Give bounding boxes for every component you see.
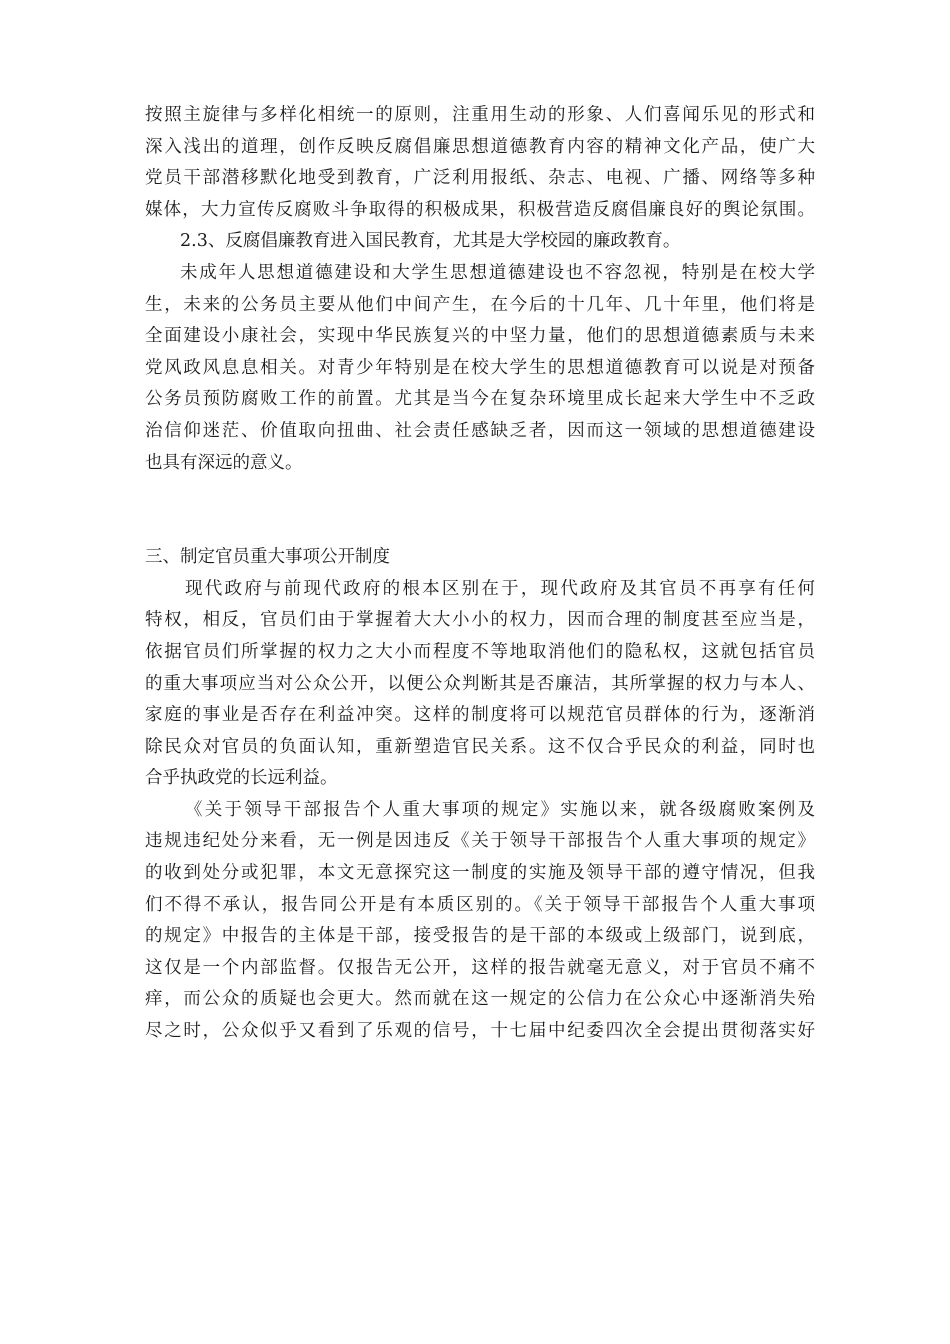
document-page bbox=[145, 100, 815, 1048]
text-line: 按照主旋律与多样化相统一的原则，注重用生动的形象、人们喜闻乐见的形式和 bbox=[145, 105, 815, 125]
text-line: 依据官员们所掌握的权力之大小而程度不等地取消他们的隐私权，这就包括官员 bbox=[145, 641, 815, 662]
paragraph-student-education bbox=[145, 258, 815, 479]
text-line: 违规违纪处分来看，无一例是因违反《关于领导干部报告个人重大事项的规定》 bbox=[145, 831, 815, 852]
text-line: 现代政府与前现代政府的根本区别在于，现代政府及其官员不再享有任何 bbox=[185, 578, 815, 599]
text-line: 全面建设小康社会，实现中华民族复兴的中坚力量，他们的思想道德素质与未来 bbox=[145, 326, 815, 347]
text-line: 未成年人思想道德建设和大学生思想道德建设也不容忽视，特别是在校大学 bbox=[180, 262, 815, 283]
text-line: 尽之时，公众似乎又看到了乐观的信号，十七届中纪委四次全会提出贯彻落实好 bbox=[145, 1021, 815, 1042]
text-line: 治信仰迷茫、价值取向扭曲、社会责任感缺乏者，因而这一领域的思想道德建设 bbox=[145, 420, 815, 441]
paragraph-reporting-regulation bbox=[145, 795, 815, 1048]
subheading-2-3: 2.3、反腐倡廉教育进入国民教育，尤其是大学校园的廉政教育。 bbox=[180, 231, 681, 252]
text-line: 党风政风息息相关。对青少年特别是在校大学生的思想道德教育可以说是对预备 bbox=[145, 357, 815, 378]
text-line: 这仅是一个内部监督。仅报告无公开，这样的报告就毫无意义，对于官员不痛不 bbox=[145, 957, 815, 978]
text-line: 痒，而公众的质疑也会更大。然而就在这一规定的公信力在公众心中逐渐消失殆 bbox=[145, 989, 815, 1010]
text-line: 的规定》中报告的主体是干部，接受报告的是干部的本级或上级部门，说到底， bbox=[145, 926, 815, 947]
text-line: 的收到处分或犯罪，本文无意探究这一制度的实施及领导干部的遵守情况，但我 bbox=[145, 863, 815, 884]
text-line: 深入浅出的道理，创作反映反腐倡廉思想道德教育内容的精神文化产品，使广大 bbox=[145, 136, 815, 157]
paragraph-media-promotion bbox=[145, 100, 815, 226]
section-gap bbox=[145, 479, 815, 542]
text-line: 也具有深远的意义。 bbox=[145, 452, 303, 473]
text-line: 党员干部潜移默化地受到教育，广泛利用报纸、杂志、电视、广播、网络等多种 bbox=[145, 168, 815, 189]
section-heading-3: 三、制定官员重大事项公开制度 bbox=[145, 547, 390, 568]
text-line: 除民众对官员的负面认知，重新塑造官民关系。这不仅合乎民众的利益，同时也 bbox=[145, 736, 815, 757]
text-line: 合乎执政党的长远利益。 bbox=[145, 768, 338, 789]
paragraph-official-disclosure bbox=[145, 574, 815, 795]
text-line: 公务员预防腐败工作的前置。尤其是当今在复杂环境里成长起来大学生中不乏政 bbox=[145, 389, 815, 410]
text-line: 家庭的事业是否存在利益冲突。这样的制度将可以规范官员群体的行为，逐渐消 bbox=[145, 705, 815, 726]
text-line: 们不得不承认，报告同公开是有本质区别的。《关于领导干部报告个人重大事项 bbox=[145, 894, 815, 915]
text-line: 的重大事项应当对公众公开，以便公众判断其是否廉洁，其所掌握的权力与本人、 bbox=[145, 673, 815, 694]
text-line: 特权，相反，官员们由于掌握着大大小小的权力，因而合理的制度甚至应当是， bbox=[145, 610, 815, 631]
text-line: 《关于领导干部报告个人重大事项的规定》实施以来，就各级腐败案例及 bbox=[185, 799, 815, 820]
text-line: 媒体，大力宣传反腐败斗争取得的积极成果，积极营造反腐倡廉良好的舆论氛围。 bbox=[145, 199, 815, 220]
text-line: 生，未来的公务员主要从他们中间产生，在今后的十几年、几十年里，他们将是 bbox=[145, 294, 815, 315]
